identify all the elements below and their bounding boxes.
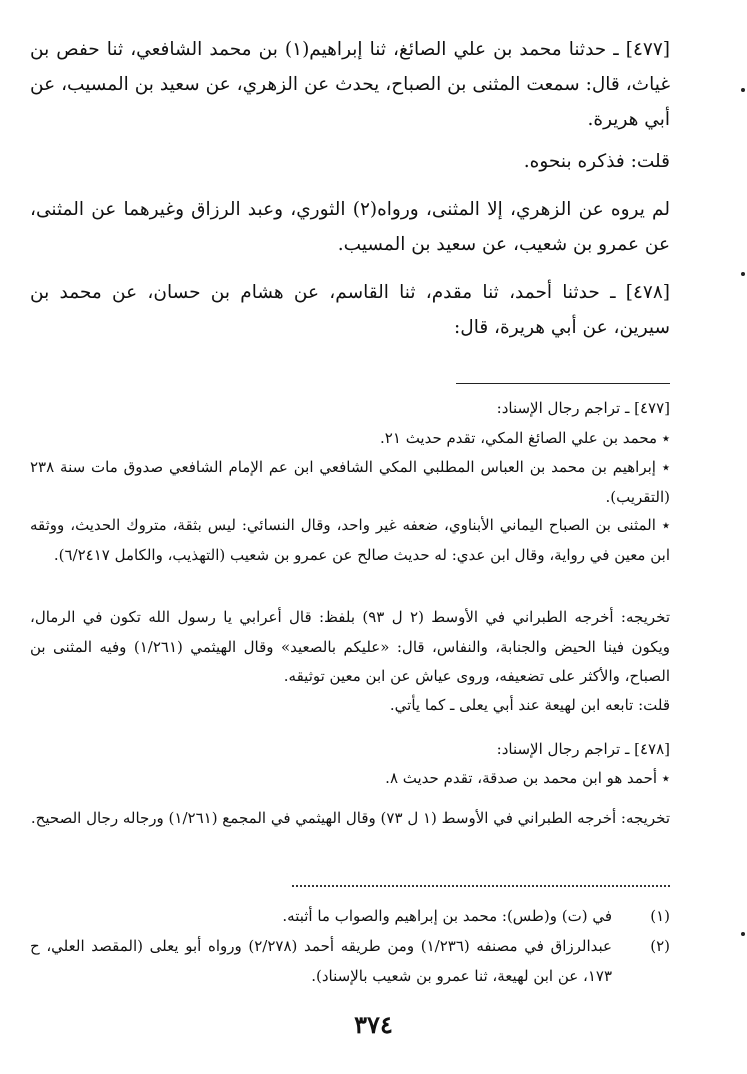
footnote-1	[30, 901, 670, 931]
footnote-2-number: (٢)	[650, 937, 670, 955]
scan-mark	[741, 88, 745, 92]
notes-477-heading: [٤٧٧] ـ تراجم رجال الإسناد:	[496, 399, 670, 417]
scan-mark	[741, 932, 745, 936]
notes-477-takhrij: تخريجه: أخرجه الطبراني في الأوسط (٢ ل ٩٣) بلفظ: قال أعرابي يا رسول الله تكون في الرمال، ويكون فينا الحيض والجنابة، والنفاس، قال: «عليكم بالصعيد» وقال الهيثمي (١/٢٦١) وفيه المثنى بن الصباح، والأكثر على تضعيفه، وروى عياش عن ابن معين توثيقه.	[30, 608, 671, 685]
notes-478-takhrij: تخريجه: أخرجه الطبراني في الأوسط (١ ل ٧٣) وقال الهيثمي في المجمع (١/٢٦١) ورجاله رجال الصحيح.	[30, 809, 670, 827]
footnote-1-number: (١)	[650, 907, 670, 925]
hadith-477-note: لم يروه عن الزهري، إلا المثنى، ورواه(٢) الثوري، وعبد الرزاق وغيرهما عن المثنى، عن عمرو بن شعيب، عن سعيد بن المسيب.	[30, 199, 670, 255]
hadith-477-qult: قلت: فذكره بنحوه.	[523, 151, 670, 172]
notes-477-bullet-1: ٭ محمد بن علي الصائغ المكي، تقدم حديث ٢١.	[380, 429, 670, 447]
scan-mark	[741, 272, 745, 276]
notes-477-qult: قلت: تابعه ابن لهيعة عند أبي يعلى ـ كما يأتي.	[389, 696, 670, 714]
notes-478-heading: [٤٧٨] ـ تراجم رجال الإسناد:	[496, 740, 670, 758]
notes-separator-rule	[456, 383, 670, 384]
notes-477-bullet-2: ٭ إبراهيم بن محمد بن العباس المطلبي المكي الشافعي ابن عم الإمام الشافعي صدوق مات سنة ٢٣٨ (التقريب).	[30, 458, 670, 506]
notes-478-bullet-1: ٭ أحمد هو ابن محمد بن صدقة، تقدم حديث ٨.	[385, 769, 670, 787]
footnote-2	[30, 931, 670, 991]
footnotes-separator-rule	[292, 885, 670, 887]
hadith-477-text: [٤٧٧] ـ حدثنا محمد بن علي الصائغ، ثنا إبراهيم(١) بن محمد الشافعي، ثنا حفص بن غياث، قال: سمعت المثنى بن الصباح، يحدث عن الزهري، عن سعيد بن المسيب، عن أبي هريرة.	[30, 39, 670, 130]
footnote-2-text: عبدالرزاق في مصنفه (١/٢٣٦) ومن طريقه أحمد (٢/٢٧٨) ورواه أبو يعلى (المقصد العلي، ح ١٧٣، عن ابن لهيعة، ثنا عمرو بن شعيب بالإسناد).	[30, 937, 612, 985]
notes-477-bullet-3: ٭ المثنى بن الصباح اليماني الأبناوي، ضعفه غير واحد، وقال النسائي: ليس بثقة، متروك الحديث، ووثقه ابن معين في رواية، وقال ابن عدي: له حديث صالح عن عمرو بن شعيب (التهذيب، والكامل ٦/٢٤١٧).	[30, 516, 670, 564]
footnote-1-text: في (ت) و(طس): محمد بن إبراهيم والصواب ما أثبته.	[282, 907, 612, 925]
hadith-478-text: [٤٧٨] ـ حدثنا أحمد، ثنا مقدم، ثنا القاسم، عن هشام بن حسان، عن محمد بن سيرين، عن أبي هريرة، قال:	[30, 282, 670, 338]
page-number: ٣٧٤	[354, 1010, 393, 1039]
